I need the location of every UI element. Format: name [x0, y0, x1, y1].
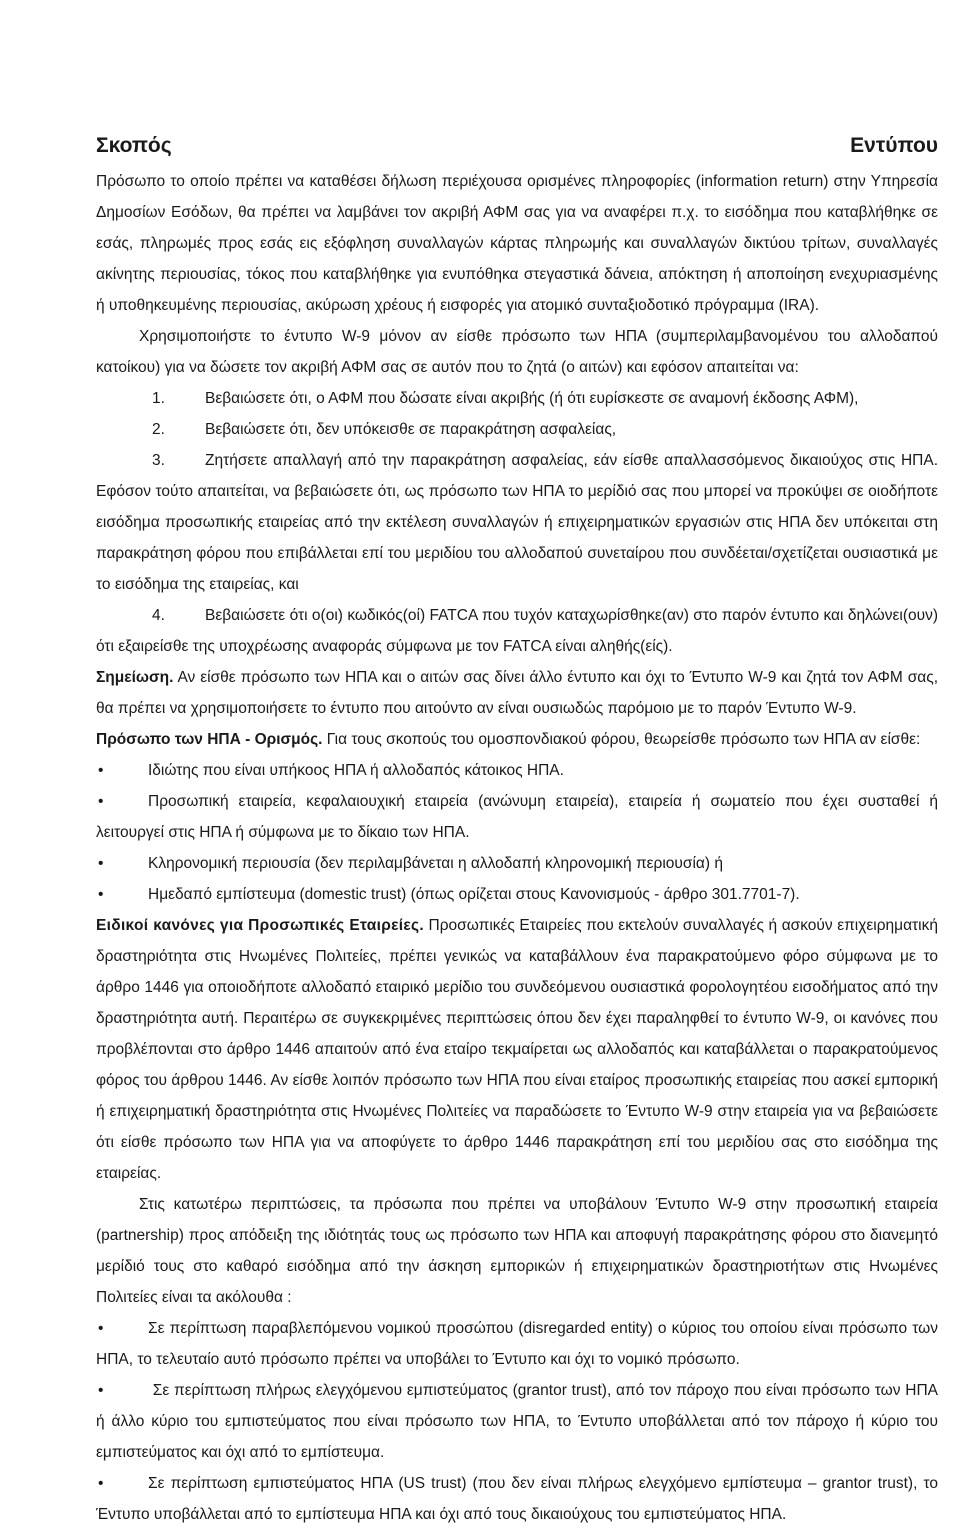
bullet-item — [96, 786, 938, 848]
bullet-icon: • — [98, 1475, 104, 1492]
bullet-icon: • — [98, 793, 104, 810]
item-text: Ζητήσετε απαλλαγή από την παρακράτηση ασφαλείας, εάν είσθε απαλλασσόμενος δικαιούχος στις ΗΠΑ. Εφόσον τούτο απαιτείται, να βεβαιώσετε ότι, ως πρόσωπο των ΗΠΑ το μερίδιό σας που μπορεί να προκύψει σε οιοδήποτε εισόδημα προσωπικής εταιρείας από την εκτέλεση συναλλαγών ή επιχειρηματικών εργασιών στις ΗΠΑ δεν υπόκειται στη παρακράτηση φόρου που επιβάλλεται επί του μεριδίου του αλλοδαπού συνεταίρου που συνδέεται/σχετίζεται ουσιαστικά με το εισόδημα της εταιρείας, και — [96, 452, 938, 593]
paragraph-definition — [96, 724, 938, 755]
definition-label: Πρόσωπο των ΗΠΑ - Ορισμός. — [96, 731, 323, 748]
document-body — [96, 166, 938, 1530]
special-rules-label: Ειδικοί κανόνες για Προσωπικές Εταιρείες. — [96, 917, 424, 934]
bullet-icon: • — [98, 762, 104, 779]
item-number: 2. — [152, 421, 165, 438]
bullet-text: Σε περίπτωση εμπιστεύματος ΗΠΑ (US trust) (που δεν είναι πλήρως ελεγχόμενο εμπίστευμα – grantor trust), το Έντυπο υποβάλλεται από το εμπίστευμα ΗΠΑ και όχι από τους δικαιούχους του εμπιστεύματος ΗΠΑ. — [96, 1475, 938, 1523]
note-text: Αν είσθε πρόσωπο των ΗΠΑ και ο αιτών σας δίνει άλλο έντυπο και όχι το Έντυπο W-9 και ζητά τον ΑΦΜ σας, θα πρέπει να χρησιμοποιήσετε το έντυπο που αιτούντο αν είναι ουσιωδώς παρόμοιο με το παρόν Έντυπο W-9. — [96, 669, 938, 717]
bullet-text: Σε περίπτωση πλήρως ελεγχόμενου εμπιστεύματος (grantor trust), από τον πάροχο που είναι πρόσωπο των ΗΠΑ ή άλλο κύριο του εμπιστεύματος που είναι πρόσωπο των ΗΠΑ, το Έντυπο υποβάλλεται από τον πάροχο ή κύριο του εμπιστεύματος και όχι από το εμπίστευμα. — [96, 1382, 938, 1461]
numbered-item-2 — [96, 414, 938, 445]
bullet-text: Ιδιώτης που είναι υπήκοος ΗΠΑ ή αλλοδαπός κάτοικος ΗΠΑ. — [148, 762, 564, 779]
bullet-text: Σε περίπτωση παραβλεπόμενου νομικού προσώπου (disregarded entity) ο κύριος του οποίου είναι πρόσωπο των ΗΠΑ, το τελευταίο αυτό πρόσωπο πρέπει να υποβάλει το Έντυπο και όχι το νομικό πρόσωπο. — [96, 1320, 938, 1368]
bullet-text: Κληρονομική περιουσία (δεν περιλαμβάνεται η αλλοδαπή κληρονομική περιουσία) ή — [148, 855, 723, 872]
paragraph-note — [96, 662, 938, 724]
bullet-text: Προσωπική εταιρεία, κεφαλαιουχική εταιρεία (ανώνυμη εταιρεία), εταιρεία ή σωματείο που έχει συσταθεί ή λειτουργεί στις ΗΠΑ ή σύμφωνα με το δίκαιο των ΗΠΑ. — [96, 793, 938, 841]
bullet-icon: • — [98, 1382, 104, 1399]
numbered-item-1 — [96, 383, 938, 414]
header — [96, 134, 938, 162]
bullet-item — [96, 879, 938, 910]
numbered-item-4 — [96, 600, 938, 662]
item-text: Βεβαιώσετε ότι ο(οι) κωδικός(οί) FATCA που τυχόν καταχωρίσθηκε(αν) στο παρόν έντυπο και δηλώνει(ουν) ότι εξαιρείσθε της υποχρέωσης αναφοράς σύμφωνα με τον FATCA είναι αληθής(είς). — [96, 607, 938, 655]
item-text: Βεβαιώσετε ότι, ο ΑΦΜ που δώσατε είναι ακριβής (ή ότι ευρίσκεστε σε αναμονή έκδοσης ΑΦΜ), — [205, 390, 859, 407]
section-title-right: Εντύπου — [850, 134, 938, 157]
paragraph-cases: Στις κατωτέρω περιπτώσεις, τα πρόσωπα που πρέπει να υποβάλουν Έντυπο W-9 στην προσωπική εταιρεία (partnership) προς απόδειξη της ιδιότητάς τους ως πρόσωπο των ΗΠΑ και αποφυγή παρακράτησης φόρου στο διανεμητό μερίδιό τους στο καθαρό εισόδημα από την άσκηση εμπορικών ή επιχειρηματικών δραστηριοτήτων στις Ηνωμένες Πολιτείες είναι τα ακόλουθα : — [96, 1196, 938, 1306]
bullet-item — [96, 848, 938, 879]
item-text: Βεβαιώσετε ότι, δεν υπόκεισθε σε παρακράτηση ασφαλείας, — [205, 421, 617, 438]
definition-text: Για τους σκοπούς του ομοσπονδιακού φόρου, θεωρείσθε πρόσωπο των ΗΠΑ αν είσθε: — [322, 731, 921, 748]
bullet-icon: • — [98, 855, 104, 872]
bullet-icon: • — [98, 886, 104, 903]
note-label: Σημείωση. — [96, 669, 174, 686]
special-rules-text: Προσωπικές Εταιρείες που εκτελούν συναλλαγές ή ασκούν επιχειρηματική δραστηριότητα στις Ηνωμένες Πολιτείες, πρέπει γενικώς να καταβάλλουν ένα παρακρατούμενο φόρο σύμφωνα με το άρθρο 1446 για οποιοδήποτε αλλοδαπό εταιρικό μερίδιο του συνδεόμενου ουσιαστικά φορολογητέου εισοδήματος από την δραστηριότητα αυτή. Περαιτέρω σε συγκεκριμένες περιπτώσεις όπου δεν έχει παραληφθεί το έντυπο W-9, οι κανόνες που προβλέπονται στο άρθρο 1446 απαιτούν από ένα εταίρο τεκμαίρεται ως αλλοδαπός και καταβάλλεται ο παρακρατούμενος φόρος του άρθρου 1446. Αν είσθε λοιπόν πρόσωπο των ΗΠΑ που είναι εταίρος προσωπικής εταιρείας που ασκεί εμπορική ή επιχειρηματική δραστηριότητα στις Ηνωμένες Πολιτείες να παραδώσετε το Έντυπο W-9 στην εταιρεία για να βεβαιώσετε ότι είσθε πρόσωπο των ΗΠΑ για να αποφύγετε το άρθρο 1446 παρακράτηση επί του μεριδίου σας στο εισόδημα της εταιρείας. — [96, 917, 938, 1182]
bullet-text: Ημεδαπό εμπίστευμα (domestic trust) (όπως ορίζεται στους Κανονισμούς - άρθρο 301.7701-7). — [148, 886, 800, 903]
paragraph-purpose: Πρόσωπο το οποίο πρέπει να καταθέσει δήλωση περιέχουσα ορισμένες πληροφορίες (information return) στην Υπηρεσία Δημοσίων Εσόδων, θα πρέπει να λαμβάνει τον ακριβή ΑΦΜ σας για να αναφέρει π.χ. το εισόδημα που καταβλήθηκε σε εσάς, πληρωμές προς εσάς εις εξόφληση συναλλαγών κάρτας πληρωμής και συναλλαγών δικτύου τρίτων, συναλλαγές ακίνητης περιουσίας, τόκος που καταβλήθηκε για ενυπόθηκα στεγαστικά δάνεια, απόκτηση ή αποποίηση ενεχυριασμένης ή υποθηκευμένης περιουσίας, ακύρωση χρέους ή εισφορές για ατομικό συνταξιοδοτικό πρόγραμμα (IRA). — [96, 173, 938, 314]
section-title: Σκοπός — [96, 134, 172, 157]
bullet-item — [96, 1313, 938, 1375]
numbered-item-3 — [96, 445, 938, 600]
bullet-item — [96, 1468, 938, 1530]
bullet-icon: • — [98, 1320, 104, 1337]
bullet-item — [96, 1375, 938, 1468]
item-number: 1. — [152, 390, 165, 407]
item-number: 3. — [152, 452, 165, 469]
item-number: 4. — [152, 607, 165, 624]
paragraph-usage: Χρησιμοποιήστε το έντυπο W-9 μόνον αν είσθε πρόσωπο των ΗΠΑ (συμπεριλαμβανομένου του αλλοδαπού κατοίκου) για να δώσετε τον ακριβή ΑΦΜ σας σε αυτόν που το ζητά (ο αιτών) και εφόσον απαιτείται να: — [96, 328, 938, 376]
paragraph-special-rules — [96, 910, 938, 1189]
bullet-item — [96, 755, 938, 786]
